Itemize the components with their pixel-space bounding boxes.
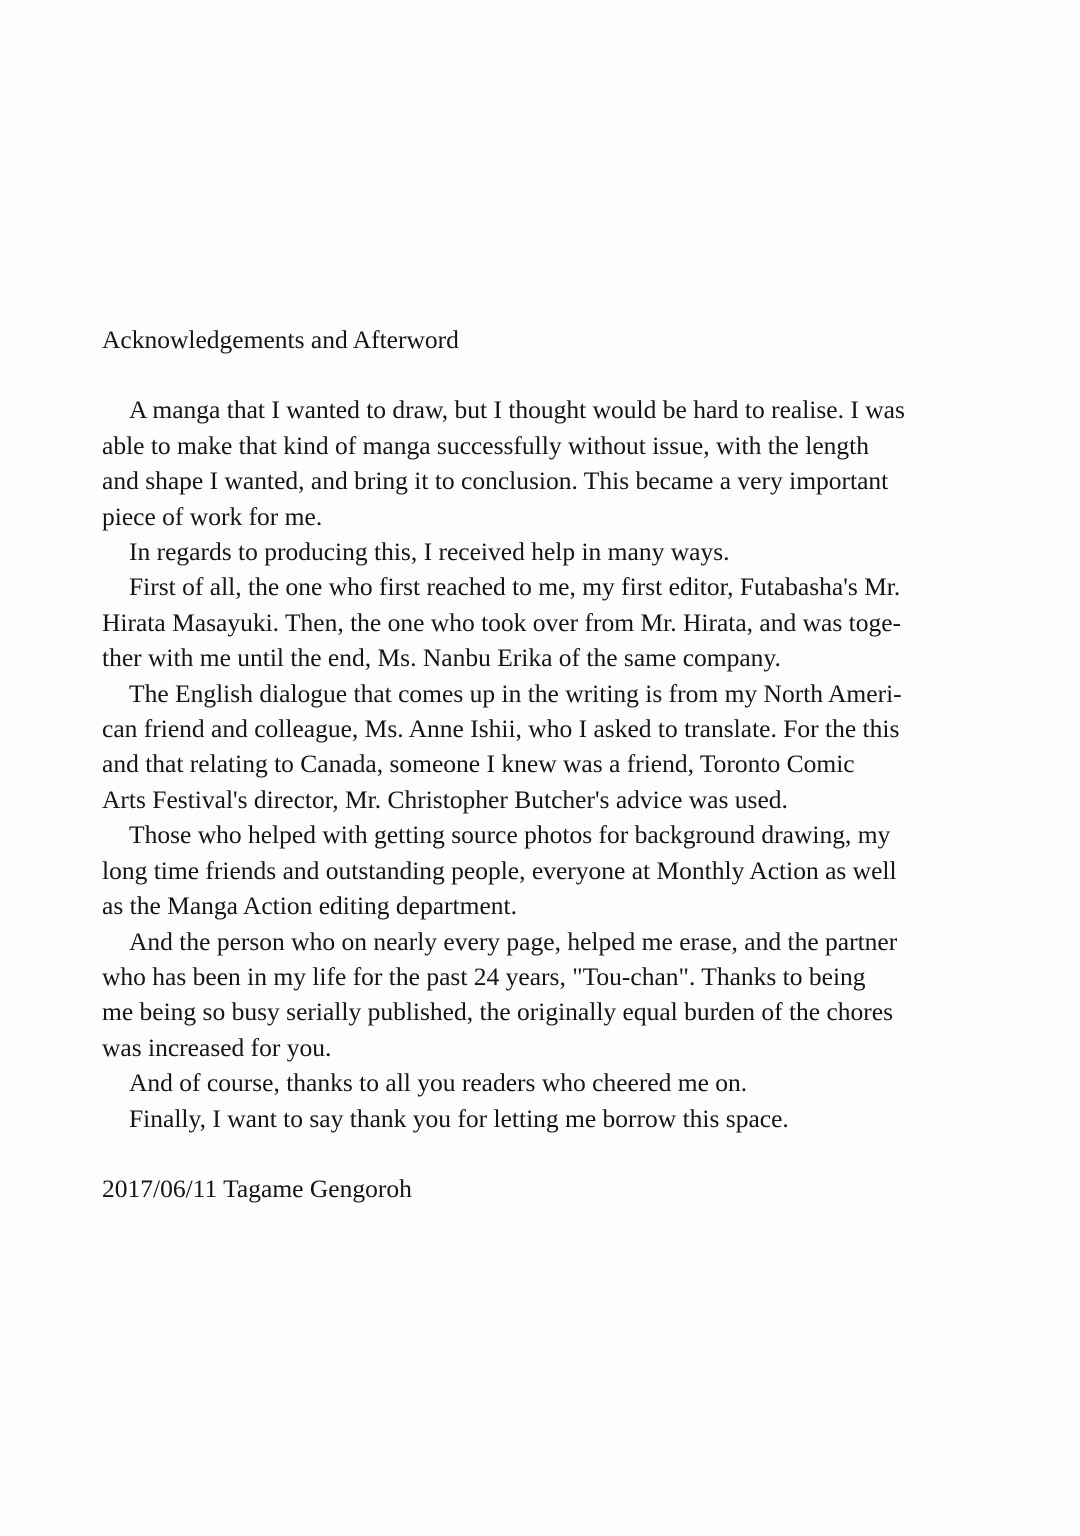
- paragraph-readers: And of course, thanks to all you readers who cheered me on.: [129, 1068, 748, 1098]
- paragraph-partner: And the person who on nearly every page, helped me erase, and the partner who has been in my life for the past 24 years, "Tou-chan". Thanks to being me being so busy serially published, the originally equal burden of the chores was increased for you.: [102, 926, 898, 1062]
- signature-date-author: 2017/06/11 Tagame Gengoroh: [102, 1173, 412, 1203]
- paragraph-editors: First of all, the one who first reached to me, my first editor, Futabasha's Mr. Hirata Masayuki. Then, the one who took over from Mr. Hirata, and was toge- ther with me until the end, Ms. Nanbu Erika of the same company.: [102, 572, 902, 673]
- page-title: Acknowledgements and Afterword: [102, 325, 459, 354]
- paragraph-translation: The English dialogue that comes up in the writing is from my North Ameri- can friend and colleague, Ms. Anne Ishii, who I asked to translate. For the this and that relating to Canada, someone I knew was a friend, Toronto Comic Arts Festival's director, Mr. Christopher Butcher's advice was used.: [102, 678, 902, 814]
- paragraph-closing: Finally, I want to say thank you for letting me borrow this space.: [129, 1103, 789, 1133]
- paragraph-photos: Those who helped with getting source photos for background drawing, my long time friends and outstanding people, everyone at Monthly Action as well as the Manga Action editing department.: [102, 820, 897, 921]
- afterword-text-block: [102, 322, 1002, 1206]
- paragraph-help: In regards to producing this, I received help in many ways.: [129, 537, 730, 567]
- paragraph-intro: A manga that I wanted to draw, but I thought would be hard to realise. I was able to make that kind of manga successfully without issue, with the length and shape I wanted, and bring it to conclusion. This became a very important piece of work for me.: [102, 395, 905, 531]
